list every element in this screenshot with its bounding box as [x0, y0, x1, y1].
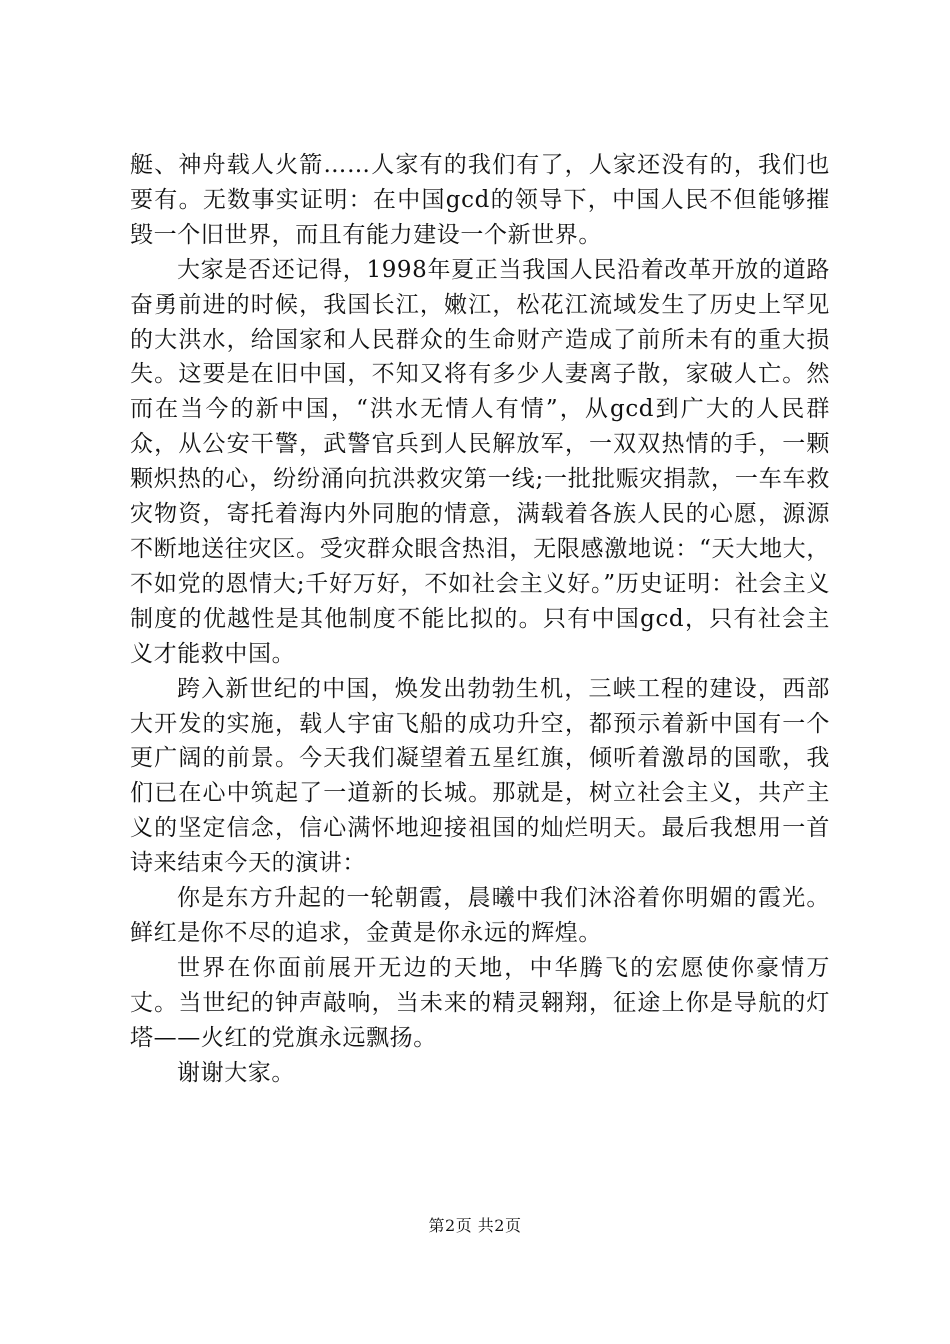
paragraph: 艇、神舟载人火箭……人家有的我们有了，人家还没有的，我们也要有。无数事实证明：在中国gcd的领导下，中国人民不但能够摧毁一个旧世界，而且有能力建设一个新世界。: [130, 152, 830, 248]
paragraph: 你是东方升起的一轮朝霞，晨曦中我们沐浴着你明媚的霞光。鲜红是你不尽的追求，金黄是你永远的辉煌。: [130, 885, 830, 946]
body-text: [130, 148, 830, 1090]
paragraph: 跨入新世纪的中国，焕发出勃勃生机，三峡工程的建设，西部大开发的实施，载人宇宙飞船的成功升空，都预示着新中国有一个更广阔的前景。今天我们凝望着五星红旗，倾听着激昂的国歌，我们已在心中筑起了一道新的长城。那就是，树立社会主义，共产主义的坚定信念，信心满怀地迎接祖国的灿烂明天。最后我想用一首诗来结束今天的演讲：: [130, 675, 830, 877]
paragraph: 谢谢大家。: [177, 1059, 295, 1086]
page-footer: [0, 1216, 950, 1236]
page-number: 第2页 共2页: [428, 1216, 522, 1235]
paragraph: 世界在你面前展开无边的天地，中华腾飞的宏愿使你豪情万丈。当世纪的钟声敲响，当未来的精灵翱翔，征途上你是导航的灯塔——火红的党旗永远飘扬。: [130, 954, 830, 1051]
paragraph: 大家是否还记得，1998年夏正当我国人民沿着改革开放的道路奋勇前进的时候，我国长江，嫩江，松花江流域发生了历史上罕见的大洪水，给国家和人民群众的生命财产造成了前所未有的重大损失。这要是在旧中国，不知又将有多少人妻离子散，家破人亡。然而在当今的新中国，“洪水无情人有情”，从gcd到广大的人民群众，从公安干警，武警官兵到人民解放军，一双双热情的手，一颗颗炽热的心，纷纷涌向抗洪救灾第一线;一批批赈灾捐款，一车车救灾物资，寄托着海内外同胞的情意，满载着各族人民的心愿，源源不断地送往灾区。受灾群众眼含热泪，无限感激地说：“天大地大，不如党的恩情大;千好万好，不如社会主义好。”历史证明：社会主义制度的优越性是其他制度不能比拟的。只有中国gcd，只有社会主义才能救中国。: [130, 256, 830, 667]
